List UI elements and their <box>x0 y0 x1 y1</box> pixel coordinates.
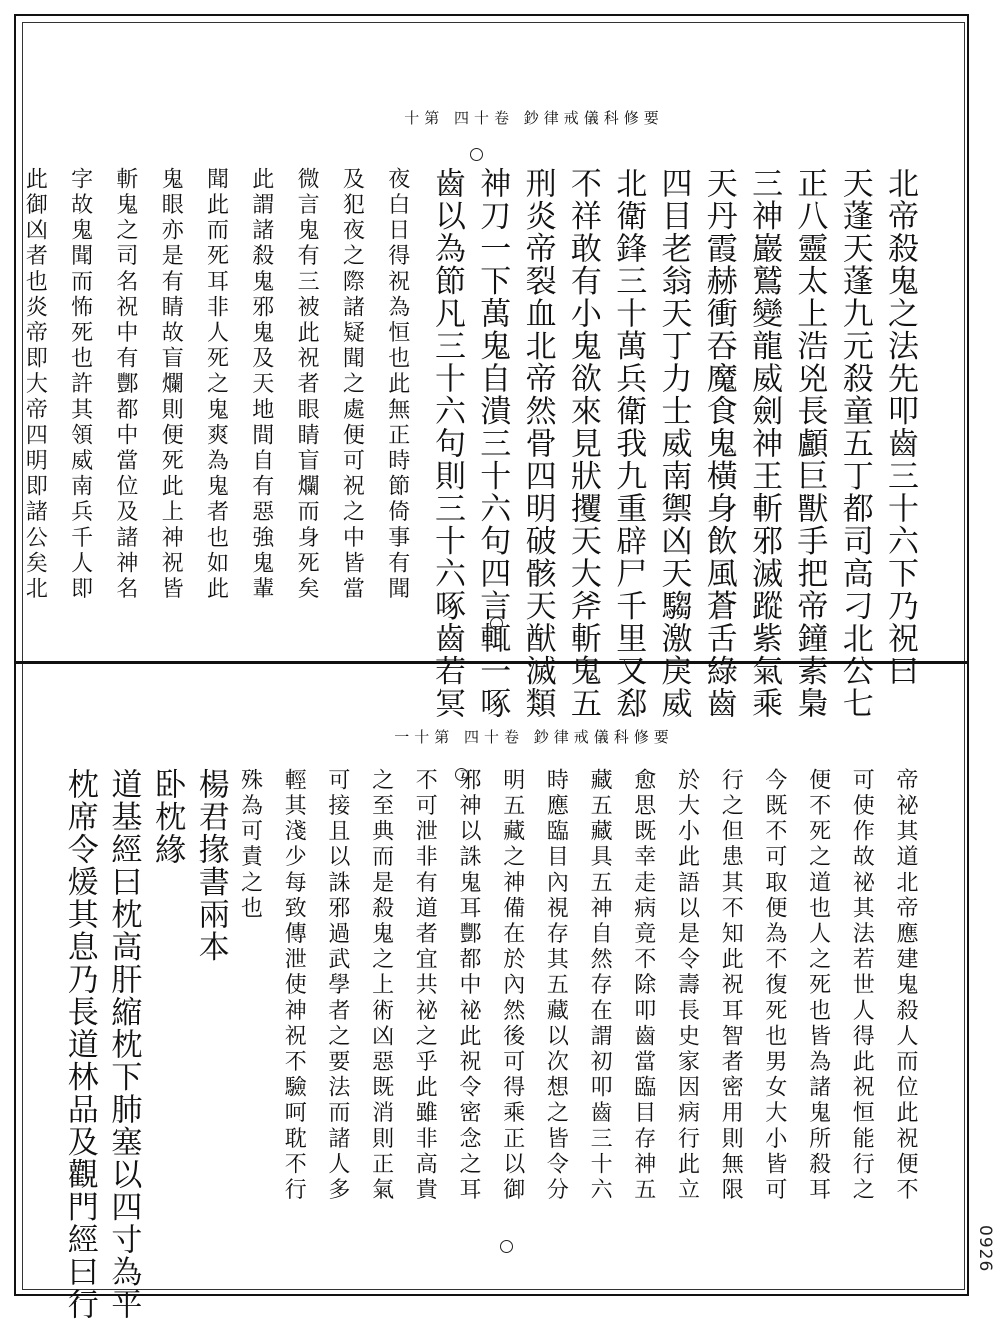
text-column: 道基經曰枕高肝縮枕下肺塞以四寸為平 <box>105 768 142 1321</box>
text-column: 不祥敢有小鬼欲來見狀攫天大斧斬鬼五 <box>564 167 601 720</box>
text-column: 鬼眼亦是有睛故盲爛則便死此上神祝皆 <box>158 167 184 603</box>
text-column: 不可泄非有道者宜共祕之乎此雖非高貴 <box>412 768 438 1204</box>
text-column: 便不死之道也人之死也皆為諸鬼所殺耳 <box>805 768 831 1204</box>
text-column: 及犯夜之際諸疑聞之處便可祝之中皆當 <box>339 167 365 603</box>
margin-circle-mark <box>490 617 503 630</box>
text-column: 可接且以誅邪過武學者之要法而諸人多 <box>324 768 350 1204</box>
top-page <box>22 60 944 720</box>
text-column: 可使作故祕其法若世人得此祝恒能行之 <box>849 768 875 1204</box>
text-column: 此謂諸殺鬼邪鬼及天地間自有惡強鬼輩 <box>248 167 274 603</box>
text-column: 藏五藏具五神自然存在謂初叩齒三十六 <box>587 768 613 1204</box>
text-column: 三神巖鷲變龍威劍神王斬邪滅蹤紫氣乘 <box>746 167 783 720</box>
text-column: 輕其淺少每致傳泄使神祝不驗呵耽不行 <box>281 768 307 1204</box>
text-column: 今既不可取便為不復死也男女大小皆可 <box>761 768 787 1204</box>
text-column: 行之但患其不知此祝耳智者密用則無限 <box>718 768 744 1204</box>
text-column: 卧枕緣 <box>149 768 186 866</box>
text-column: 時應臨目內視存其五藏以次想之皆令分 <box>543 768 569 1204</box>
text-column: 北衛鋒三十萬兵衛我九重辟尸千里又郄 <box>610 167 647 720</box>
text-column: 殊為可責之也 <box>237 768 263 922</box>
text-column: 天蓬天蓬九元殺童五丁都司高刁北公七 <box>836 167 873 720</box>
margin-circle-mark <box>500 1240 513 1253</box>
text-column: 明五藏之神備在於內然後可得乘正以御 <box>499 768 525 1204</box>
text-column: 北帝殺鬼之法先叩齒三十六下乃祝曰 <box>882 167 918 687</box>
text-column: 微言鬼有三被此祝者眼睛盲爛而身死矣 <box>294 167 320 603</box>
text-column: 於大小此語以是令壽長史家因病行此立 <box>674 768 700 1204</box>
text-column: 齒以為節凡三十六句則三十六啄齒若冥 <box>429 167 465 720</box>
text-column: 刑炎帝裂血北帝然骨四明破骸天猷滅類 <box>519 167 556 720</box>
text-column: 之至典而是殺鬼之上術凶惡既消則正氣 <box>368 768 394 1204</box>
margin-circle-mark <box>455 768 468 781</box>
text-column: 枕席令煖其息乃長道林品及觀門經曰行 <box>61 768 98 1321</box>
bottom-page-header: 要修科儀戒律鈔 卷十四 第十一 <box>394 728 674 746</box>
text-column: 字故鬼聞而怖死也許其領威南兵千人即 <box>67 167 93 603</box>
bottom-page <box>24 706 944 1321</box>
top-page-header: 要修科儀戒律鈔 卷十四 第十 <box>404 109 664 127</box>
text-column: 帝祕其道北帝應建鬼殺人而位此祝便不 <box>893 768 918 1204</box>
text-column: 夜白日得祝為恒也此無正時節倚事有聞 <box>384 167 410 603</box>
margin-circle-mark <box>470 148 483 161</box>
text-column: 聞此而死耳非人死之鬼爽為鬼者也如此 <box>203 167 229 603</box>
text-column: 四目老翁天丁力士威南禦凶天騶激戾威 <box>655 167 692 720</box>
text-column: 天丹霞赫衝吞魔食鬼橫身飲風蒼舌綠齒 <box>700 167 737 720</box>
text-column: 神刀一下萬鬼自潰三十六句四言輒一啄 <box>474 167 511 720</box>
text-column: 愈思既幸走病竟不除叩齒當臨目存神五 <box>630 768 656 1204</box>
text-column: 邪神以誅鬼耳酆都中祕此祝令密念之耳 <box>456 768 481 1204</box>
text-column: 楊君掾書兩本 <box>192 768 229 963</box>
text-column: 此御凶者也炎帝即大帝四明即諸公矣北 <box>22 167 48 603</box>
text-column: 斬鬼之司名祝中有酆都中當位及諸神名 <box>112 167 138 603</box>
text-column: 正八靈太上浩兇長顱巨獸手把帝鐘素梟 <box>791 167 828 720</box>
page-number: 0926 <box>975 1225 995 1273</box>
